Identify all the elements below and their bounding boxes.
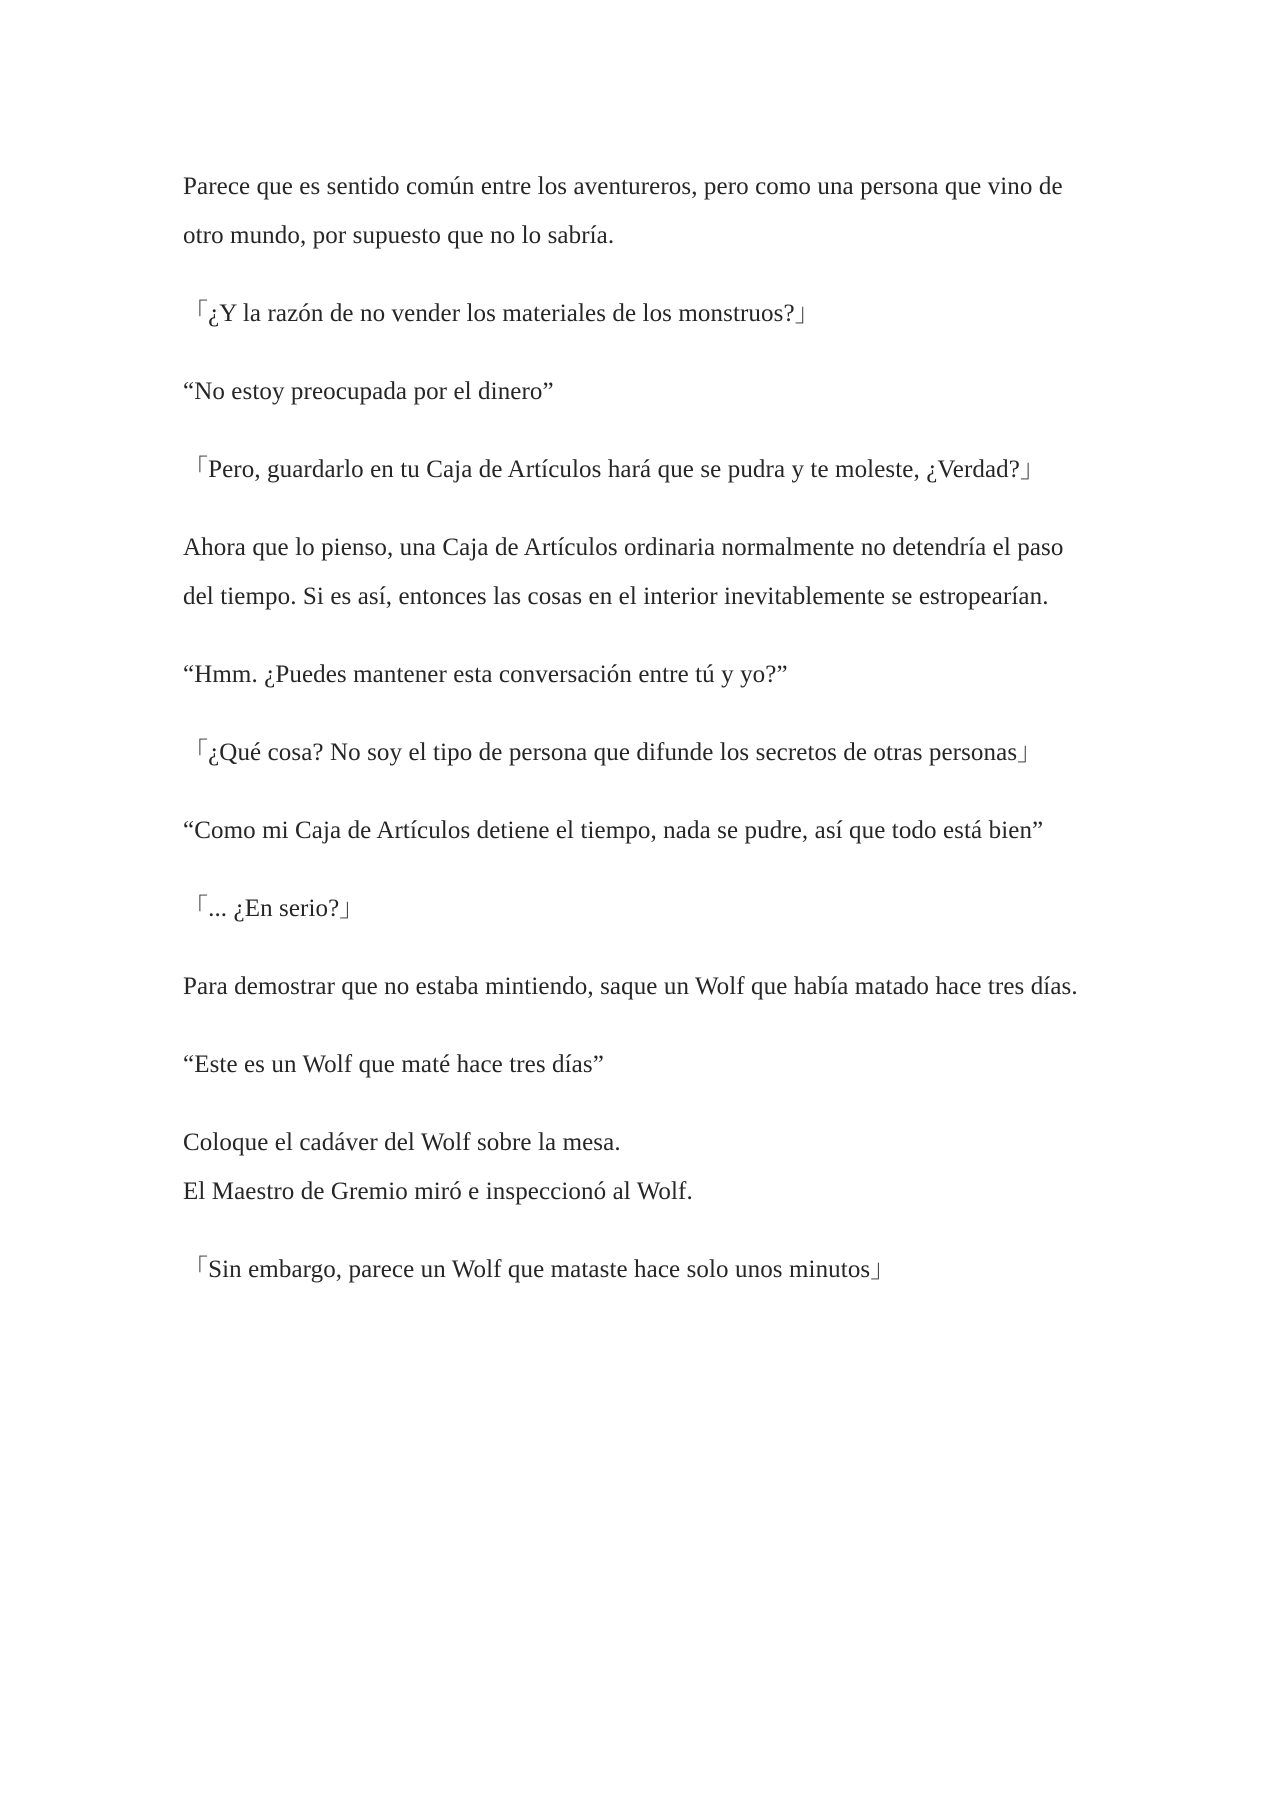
dialogue-paragraph: “No estoy preocupada por el dinero” [183,378,554,405]
dialogue-paragraph: “Como mi Caja de Artículos detiene el tiempo, nada se pudre, así que todo está bien” [183,817,1044,844]
dialogue-paragraph: 「Pero, guardarlo en tu Caja de Artículos hará que se pudra y te moleste, ¿Verdad?」 [183,456,1046,483]
dialogue-paragraph: 「... ¿En serio?」 [183,895,365,922]
paragraph: El Maestro de Gremio miró e inspeccionó al Wolf. [183,1178,693,1205]
paragraph: Coloque el cadáver del Wolf sobre la mesa. [183,1129,621,1156]
dialogue-paragraph: “Este es un Wolf que maté hace tres días” [183,1051,604,1078]
document-body [183,162,1083,1323]
dialogue-paragraph: 「Sin embargo, parece un Wolf que mataste hace solo unos minutos」 [183,1256,896,1283]
dialogue-paragraph: 「¿Qué cosa? No soy el tipo de persona que difunde los secretos de otras personas」 [183,739,1043,766]
dialogue-paragraph: “Hmm. ¿Puedes mantener esta conversación entre tú y yo?” [183,661,788,688]
paragraph: Ahora que lo pienso, una Caja de Artículos ordinaria normalmente no detendría el paso del tiempo. Si es así, entonces las cosas en el interior inevitablemente se estropearían. [183,534,1064,610]
dialogue-paragraph: 「¿Y la razón de no vender los materiales de los monstruos?」 [183,300,820,327]
paragraph: Para demostrar que no estaba mintiendo, saque un Wolf que había matado hace tres días. [183,973,1078,1000]
paragraph: Parece que es sentido común entre los aventureros, pero como una persona que vino de otro mundo, por supuesto que no lo sabría. [183,173,1063,249]
